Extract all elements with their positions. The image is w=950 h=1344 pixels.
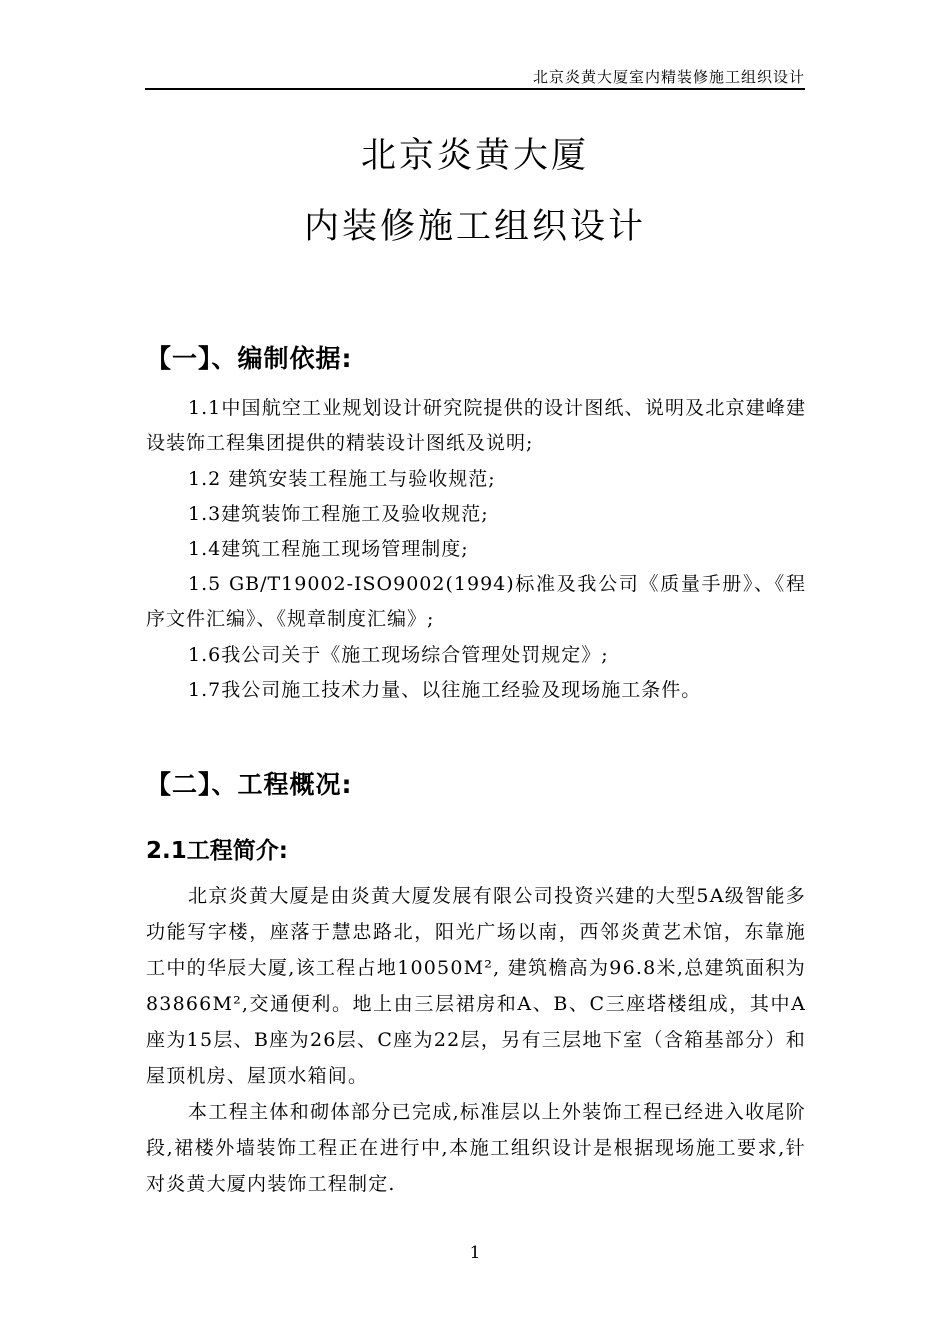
section2-1-heading: 2.1工程简介: — [146, 838, 288, 864]
document-title-line1: 北京炎黄大厦 — [360, 136, 589, 176]
section1-item-1-3: 1.3建筑装饰工程施工及验收规范; — [188, 503, 489, 525]
section1-item-1-7: 1.7我公司施工技术力量、以往施工经验及现场施工条件。 — [188, 679, 702, 701]
section1-item-1-1: 1.1中国航空工业规划设计研究院提供的设计图纸、说明及北京建峰建设装饰工程集团提供的精装设计图纸及说明; — [146, 397, 806, 454]
section1-item-1-4: 1.4建筑工程施工现场管理制度; — [188, 538, 469, 560]
header-rule — [145, 88, 805, 90]
section2-1-paragraph-2: 本工程主体和砌体部分已完成,标准层以上外装饰工程已经进入收尾阶段,裙楼外墙装饰工程正在进行中,本施工组织设计是根据现场施工要求,针对炎黄大厦内装饰工程制定. — [146, 1101, 806, 1195]
section1-heading: 【一】、编制依据: — [146, 344, 353, 373]
section1-item-1-5: 1.5 GB/T19002-ISO9002(1994)标准及我公司《质量手册》、《程序文件汇编》、《规章制度汇编》; — [146, 573, 806, 630]
document-title-line2: 内装修施工组织设计 — [303, 207, 646, 247]
section2-1-paragraph-1: 北京炎黄大厦是由炎黄大厦发展有限公司投资兴建的大型5A级智能多功能写字楼，座落于慧忠路北，阳光广场以南，西邻炎黄艺术馆，东靠施工中的华辰大厦,该工程占地10050M², 建筑檐高为96.8米,总建筑面积为83866M²,交通便利。地上由三层裙房和A、B、C三座塔楼组成，其中A座为15层、B座为26层、C座为22层，另有三层地下室（含箱基部分）和屋顶机房、屋顶水箱间。 — [146, 885, 806, 1087]
page-number: 1 — [469, 1243, 481, 1263]
section2-heading: 【二】、工程概况: — [146, 770, 353, 799]
section1-item-1-6: 1.6我公司关于《施工现场综合管理处罚规定》; — [188, 644, 609, 666]
running-header: 北京炎黄大厦室内精装修施工组织设计 — [532, 68, 805, 86]
section1-item-1-2: 1.2 建筑安装工程施工与验收规范; — [188, 468, 496, 490]
